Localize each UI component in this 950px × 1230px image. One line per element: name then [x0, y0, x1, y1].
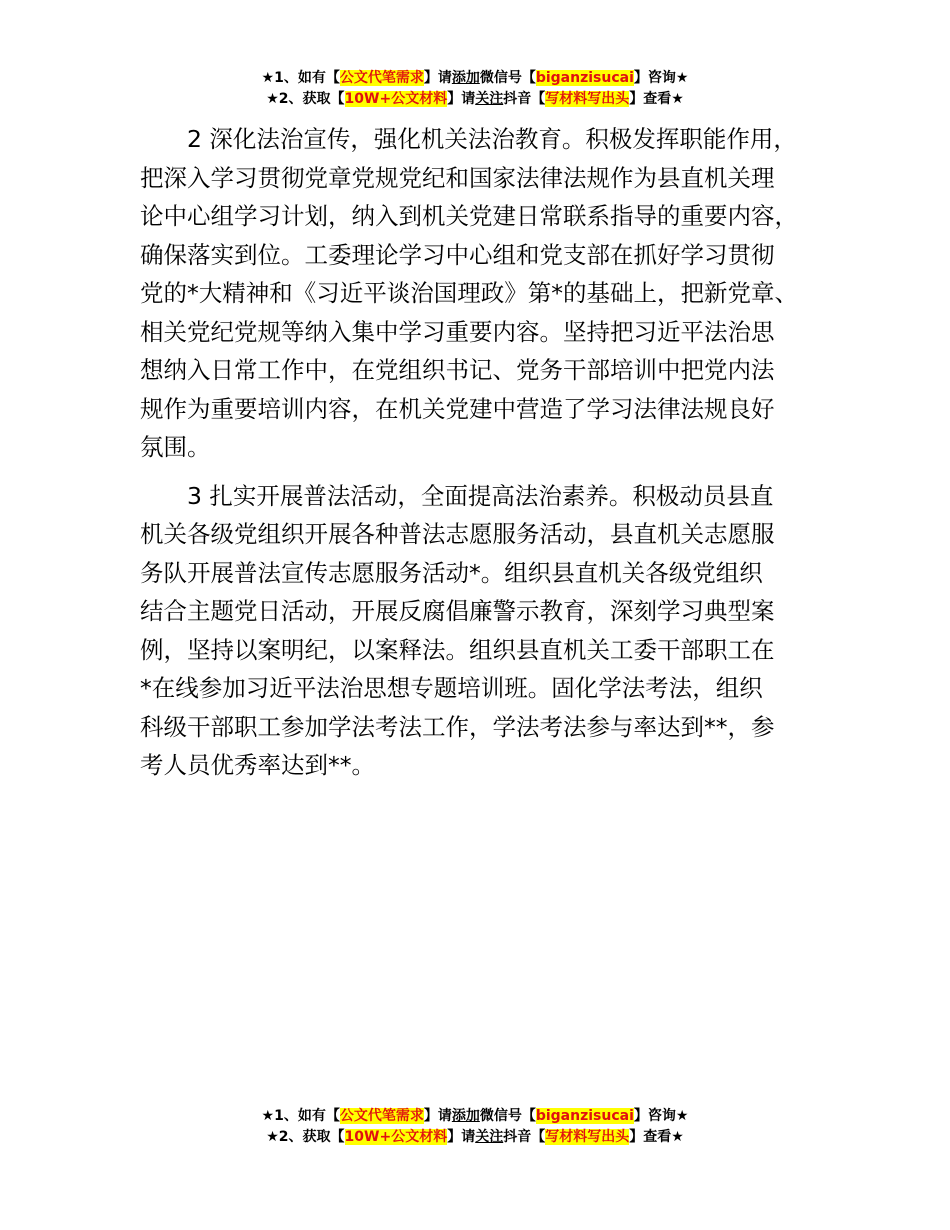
text-line: *在线参加习近平法治思想专题培训班。固化学法考法，组织 [140, 674, 763, 702]
star-icon: ★ [266, 1129, 279, 1145]
text-line: 规作为重要培训内容，在机关党建中营造了学习法律法规良好 [140, 394, 775, 423]
promo-highlight: 公文代笔需求 [339, 70, 424, 86]
promo-text: 抖音【 [503, 91, 546, 107]
promo-text: 2、获取【 [278, 1129, 345, 1145]
douyin-highlight: 写材料写出头 [545, 1129, 630, 1145]
promo-line-2 [0, 89, 950, 110]
promo-text: 】请 [447, 1129, 476, 1145]
promo-text: 】请 [447, 91, 476, 107]
paragraph-2 [140, 120, 840, 467]
promo-text: 2、获取【 [278, 91, 345, 107]
star-icon: ★ [261, 1108, 275, 1124]
promo-header [0, 68, 950, 110]
text-line: 确保落实到位。工委理论学习中心组和党支部在抓好学习贯彻 [140, 240, 775, 269]
promo-text: 1、如有【 [274, 70, 340, 86]
promo-underlined: 关注 [475, 1129, 504, 1145]
text-line: 2 深化法治宣传，强化机关法治教育。积极发挥职能作用， [187, 125, 797, 153]
document-body [140, 120, 840, 785]
star-icon: ★ [675, 70, 689, 86]
text-line: 把深入学习贯彻党章党规党纪和国家法律法规作为县直机关理 [140, 163, 775, 192]
text-line: 3 扎实开展普法活动，全面提高法治素养。积极动员县直 [187, 481, 774, 510]
text-line: 想纳入日常工作中，在党组织书记、党务干部培训中把党内法 [140, 356, 775, 384]
promo-highlight: 公文代笔需求 [339, 1108, 424, 1124]
promo-text: 微信号【 [479, 1108, 536, 1124]
text-line: 务队开展普法宣传志愿服务活动*。组织县直机关各级党组织 [140, 558, 763, 587]
promo-text: 】查看 [629, 91, 672, 107]
promo-underlined: 添加 [451, 1108, 480, 1124]
wechat-id-highlight: biganzisucai [535, 70, 634, 86]
text-line: 论中心组学习计划，纳入到机关党建日常联系指导的重要内容， [140, 202, 798, 230]
text-line: 结合主题党日活动，开展反腐倡廉警示教育，深刻学习典型案 [140, 597, 775, 625]
text-line: 党的*大精神和《习近平谈治国理政》第*的基础上，把新党章、 [140, 279, 798, 307]
star-icon: ★ [671, 1129, 684, 1145]
promo-underlined: 添加 [451, 70, 480, 86]
star-icon: ★ [266, 91, 279, 107]
promo-line-1 [0, 1106, 950, 1127]
promo-highlight: 10W+公文材料 [344, 91, 448, 107]
promo-text: 】咨询 [633, 1108, 676, 1124]
promo-underlined: 关注 [475, 91, 504, 107]
text-line: 相关党纪党规等纳入集中学习重要内容。坚持把习近平法治思 [140, 317, 775, 346]
promo-text: 】请 [423, 1108, 452, 1124]
paragraph-3 [140, 477, 840, 785]
text-line: 机关各级党组织开展各种普法志愿服务活动，县直机关志愿服 [140, 520, 775, 548]
star-icon: ★ [261, 70, 275, 86]
promo-text: 】咨询 [633, 70, 676, 86]
text-line: 例，坚持以案明纪，以案释法。组织县直机关工委干部职工在 [140, 635, 775, 664]
star-icon: ★ [671, 91, 684, 107]
douyin-highlight: 写材料写出头 [545, 91, 630, 107]
text-line: 考人员优秀率达到**。 [140, 751, 375, 779]
promo-line-1 [0, 68, 950, 89]
star-icon: ★ [675, 1108, 689, 1124]
promo-text: 抖音【 [503, 1129, 546, 1145]
promo-text: 】查看 [629, 1129, 672, 1145]
promo-text: 1、如有【 [274, 1108, 340, 1124]
promo-footer [0, 1106, 950, 1148]
promo-highlight: 10W+公文材料 [344, 1129, 448, 1145]
text-line: 科级干部职工参加学法考法工作，学法考法参与率达到**，参 [140, 712, 775, 741]
promo-line-2 [0, 1127, 950, 1148]
promo-text: 微信号【 [479, 70, 536, 86]
wechat-id-highlight: biganzisucai [535, 1108, 634, 1124]
text-line: 氛围。 [140, 433, 211, 461]
promo-text: 】请 [423, 70, 452, 86]
